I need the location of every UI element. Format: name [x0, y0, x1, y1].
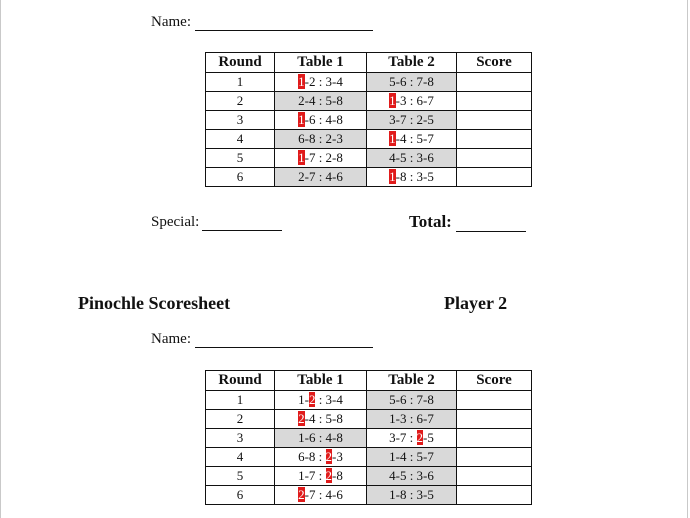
name-blank-line[interactable] [195, 15, 373, 31]
table-1-pairing [275, 429, 367, 448]
table-2-pairing [367, 486, 457, 505]
header-score: Score [457, 371, 532, 391]
table-1-pairing [275, 448, 367, 467]
table-2-pairing [367, 73, 457, 92]
pairing-text: : 3-4 [315, 392, 343, 407]
pairing-text: 6-8 : 2-3 [298, 131, 343, 146]
special-field[interactable] [151, 214, 282, 231]
pairing-text: 5-6 : 7-8 [389, 74, 434, 89]
score-cell[interactable] [457, 467, 532, 486]
highlighted-player-number: 1 [298, 150, 305, 165]
pairing-text: -7 : 4-6 [304, 487, 343, 502]
header-table-2: Table 2 [367, 53, 457, 73]
round-number: 1 [206, 391, 275, 410]
table-2-pairing [367, 168, 457, 187]
sheet-title: Pinochle Scoresheet [78, 293, 231, 313]
highlighted-player-number: 2 [416, 430, 424, 445]
highlighted-player-number: 1 [389, 169, 396, 184]
round-number: 1 [206, 73, 275, 92]
table-row [206, 73, 532, 92]
pairing-text: -8 : 3-5 [395, 169, 434, 184]
table-1-pairing [275, 467, 367, 486]
table-row [206, 168, 532, 187]
score-cell[interactable] [457, 149, 532, 168]
table-row [206, 130, 532, 149]
name-blank-line[interactable] [195, 332, 373, 348]
score-cell[interactable] [457, 429, 532, 448]
highlighted-player-number: 2 [325, 449, 333, 464]
pairing-text: -5 [423, 430, 434, 445]
table-row [206, 410, 532, 429]
table-row [206, 486, 532, 505]
pairing-text: -7 : 2-8 [304, 150, 343, 165]
round-number: 5 [206, 149, 275, 168]
pairing-text: 4-5 : 3-6 [389, 468, 434, 483]
round-number: 4 [206, 448, 275, 467]
round-number: 6 [206, 486, 275, 505]
special-blank-line[interactable] [202, 216, 282, 231]
highlighted-player-number: 1 [389, 93, 396, 108]
table-2-pairing [367, 429, 457, 448]
table-row [206, 111, 532, 130]
pairing-text: 1-6 : 4-8 [298, 430, 343, 445]
pairing-text: -2 : 3-4 [304, 74, 343, 89]
highlighted-player-number: 2 [298, 411, 305, 426]
score-cell[interactable] [457, 486, 532, 505]
pairing-text: -3 : 6-7 [395, 93, 434, 108]
page-edge [0, 0, 1, 518]
table-2-pairing [367, 149, 457, 168]
round-number: 4 [206, 130, 275, 149]
score-cell[interactable] [457, 391, 532, 410]
total-blank-line[interactable] [456, 216, 526, 232]
score-cell[interactable] [457, 168, 532, 187]
score-cell[interactable] [457, 111, 532, 130]
pairing-text: 1-7 : [298, 468, 326, 483]
pairing-text: 3-7 : [389, 430, 417, 445]
highlighted-player-number: 1 [298, 74, 305, 89]
pairing-text: 3-7 : 2-5 [389, 112, 434, 127]
pairing-text: 6-8 : [298, 449, 326, 464]
table-row [206, 448, 532, 467]
table-row [206, 391, 532, 410]
pairing-text: 1-8 : 3-5 [389, 487, 434, 502]
header-table-1: Table 1 [275, 371, 367, 391]
pairing-text: -8 [332, 468, 343, 483]
score-cell[interactable] [457, 73, 532, 92]
table-1-pairing [275, 410, 367, 429]
table-2-pairing [367, 92, 457, 111]
name-field-2[interactable] [151, 331, 373, 348]
table-1-pairing [275, 486, 367, 505]
header-score: Score [457, 53, 532, 73]
table-1-pairing [275, 149, 367, 168]
table-row [206, 149, 532, 168]
table-2-pairing [367, 410, 457, 429]
total-field[interactable] [409, 212, 526, 232]
table-header-row [206, 53, 532, 73]
scoresheet-table-2 [205, 370, 532, 505]
pairing-text: 5-6 : 7-8 [389, 392, 434, 407]
highlighted-player-number: 1 [389, 131, 396, 146]
round-number: 6 [206, 168, 275, 187]
table-row [206, 429, 532, 448]
pairing-text: 1-3 : 6-7 [389, 411, 434, 426]
header-round: Round [206, 371, 275, 391]
score-cell[interactable] [457, 92, 532, 111]
pairing-text: 4-5 : 3-6 [389, 150, 434, 165]
score-cell[interactable] [457, 130, 532, 149]
pairing-text: 1- [298, 392, 309, 407]
round-number: 2 [206, 92, 275, 111]
pairing-text: 2-7 : 4-6 [298, 169, 343, 184]
table-2-pairing [367, 467, 457, 486]
pairing-text: 2-4 : 5-8 [298, 93, 343, 108]
table-1-pairing [275, 73, 367, 92]
total-label: Total: [409, 212, 452, 231]
table-row [206, 92, 532, 111]
highlighted-player-number: 1 [298, 112, 305, 127]
special-label: Special: [151, 214, 200, 230]
header-round: Round [206, 53, 275, 73]
table-header-row [206, 371, 532, 391]
pairing-text: -4 : 5-8 [304, 411, 343, 426]
round-number: 3 [206, 429, 275, 448]
table-2-pairing [367, 130, 457, 149]
page-edge [687, 0, 688, 518]
round-number: 3 [206, 111, 275, 130]
score-cell[interactable] [457, 410, 532, 429]
pairing-text: 1-4 : 5-7 [389, 449, 434, 464]
name-label: Name: [151, 14, 191, 30]
round-number: 5 [206, 467, 275, 486]
highlighted-player-number: 2 [325, 468, 333, 483]
table-1-pairing [275, 130, 367, 149]
header-table-2: Table 2 [367, 371, 457, 391]
table-1-pairing [275, 168, 367, 187]
pairing-text: -3 [332, 449, 343, 464]
player-label: Player 2 [444, 293, 508, 313]
name-label: Name: [151, 331, 191, 347]
table-2-pairing [367, 111, 457, 130]
pairing-text: -4 : 5-7 [395, 131, 434, 146]
header-table-1: Table 1 [275, 53, 367, 73]
table-2-pairing [367, 391, 457, 410]
pairing-text: -6 : 4-8 [304, 112, 343, 127]
round-number: 2 [206, 410, 275, 429]
table-row [206, 467, 532, 486]
name-field-1[interactable] [151, 14, 373, 31]
highlighted-player-number: 2 [308, 392, 316, 407]
table-1-pairing [275, 111, 367, 130]
scoresheet-table-1 [205, 52, 532, 187]
score-cell[interactable] [457, 448, 532, 467]
table-1-pairing [275, 92, 367, 111]
table-2-pairing [367, 448, 457, 467]
table-1-pairing [275, 391, 367, 410]
highlighted-player-number: 2 [298, 487, 305, 502]
